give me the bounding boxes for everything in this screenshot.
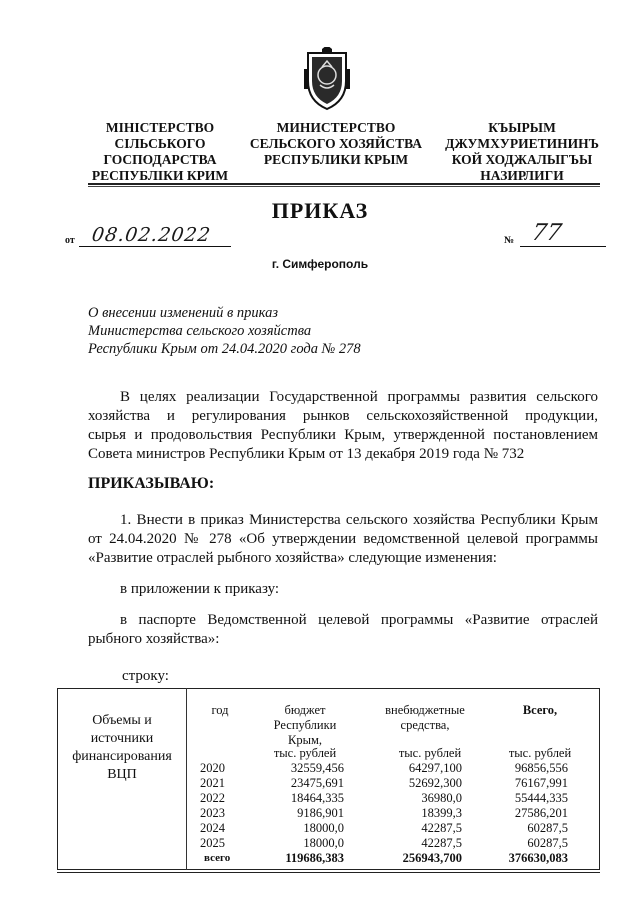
passport-paragraph (88, 611, 598, 649)
header-line: средства, (400, 718, 450, 732)
date-label: от (65, 235, 75, 246)
table-row (0, 776, 640, 791)
row-label-line: финансирования (72, 749, 172, 764)
handwritten-number: 77 (529, 220, 564, 246)
table-row (0, 761, 640, 776)
table-total-row (0, 851, 640, 866)
cell-total: 60287,5 (527, 821, 568, 835)
total-unit-label: тыс. рублей (508, 746, 572, 760)
row-paragraph: строку: (122, 668, 169, 684)
cell-budget: 23475,691 (290, 776, 344, 790)
cell-total: 60287,5 (527, 836, 568, 850)
row-label-line: Объемы и (92, 713, 152, 728)
cell-total: 27586,201 (514, 806, 568, 820)
cell-offbudget: 18399,3 (421, 806, 462, 820)
header-line: Крым, (287, 733, 323, 747)
coat-of-arms-icon (300, 47, 354, 111)
header-right-line: КЪЫРЫМ (488, 120, 556, 135)
budget-unit-label: тыс. рублей (273, 746, 337, 760)
header-line: бюджет (284, 703, 326, 717)
paragraph-line: В целях реализации Государственной программы развития сельского (120, 389, 598, 405)
cell-total: 76167,991 (514, 776, 568, 790)
appendix-paragraph: в приложении к приказу: (120, 581, 280, 597)
cell-year: 2024 (200, 821, 225, 835)
cell-year: 2020 (200, 761, 225, 775)
header-left-line: МІНІСТЕРСТВО (105, 120, 215, 135)
paragraph-line: «Развитие отраслей рыбного хозяйства» следующие изменения: (88, 550, 497, 566)
orders-heading: ПРИКАЗЫВАЮ: (88, 475, 215, 492)
cell-year: 2025 (200, 836, 225, 850)
cell-total: 55444,335 (514, 791, 568, 805)
header-right-line: КОЙ ХОДЖАЛЫГЪЫ (451, 152, 593, 167)
paragraph-line: в паспорте Ведомственной целевой программы «Развитие отраслей (120, 612, 598, 628)
cell-budget: 32559,456 (290, 761, 344, 775)
preamble-paragraph (88, 388, 598, 464)
cell-budget: 18000,0 (303, 836, 344, 850)
city-line: г. Симферополь (271, 257, 369, 271)
offbudget-unit-label: тыс. рублей (398, 746, 462, 760)
cell-offbudget: 52692,300 (408, 776, 462, 790)
paragraph-line: Совета министров Республики Крым от 13 декабря 2019 года № 732 (88, 446, 525, 462)
column-header-offbudget (370, 703, 480, 733)
item-one-paragraph (88, 511, 598, 568)
cell-year: 2022 (200, 791, 225, 805)
cell-offbudget: 36980,0 (421, 791, 462, 805)
paragraph-line: сырья и продовольствия Республики Крым, утвержденной постановлением (88, 427, 598, 443)
header-line: внебюджетные (385, 703, 465, 717)
cell-budget: 18464,335 (290, 791, 344, 805)
header-left-line: РЕСПУБЛІКИ КРИМ (91, 168, 229, 183)
header-right-line: ДЖУМХУРИЕТИНИНЪ (445, 136, 599, 151)
order-subject (88, 304, 361, 358)
subject-line: Республики Крым от 24.04.2020 года № 278 (88, 341, 361, 357)
number-underline (520, 246, 606, 247)
subject-line: О внесении изменений в приказ (88, 305, 279, 321)
cell-offbudget: 64297,100 (408, 761, 462, 775)
subject-line: Министерства сельского хозяйства (88, 323, 312, 339)
column-header-total: Всего, (522, 703, 558, 717)
cell-offbudget: 42287,5 (421, 836, 462, 850)
cell-year: всего (204, 852, 231, 864)
cell-budget: 9186,901 (297, 806, 344, 820)
header-left-line: ГОСПОДАРСТВА (103, 152, 217, 167)
header-divider-thin (88, 186, 600, 187)
header-middle-line: РЕСПУБЛИКИ КРЫМ (263, 152, 409, 167)
table-row (0, 836, 640, 851)
paragraph-line: 1. Внести в приказ Министерства сельского хозяйства Республики Крым (120, 512, 598, 528)
paragraph-line: рыбного хозяйства»: (88, 631, 220, 647)
handwritten-date: 08.02.2022 (90, 224, 213, 246)
cell-total: 376630,083 (508, 851, 568, 865)
header-right-line: НАЗИРЛИГИ (480, 168, 564, 183)
ministry-name-ukrainian (80, 120, 240, 184)
row-label-line: ВЦП (107, 767, 137, 782)
cell-year: 2021 (200, 776, 225, 790)
header-divider (88, 183, 600, 185)
header-line: Республики (273, 718, 337, 732)
paragraph-line: хозяйства и регулирования рынков сельскохозяйственной продукции, (88, 408, 598, 424)
table-bottom-rule (57, 872, 600, 873)
header-middle-line: МИНИСТЕРСТВО (276, 120, 396, 135)
cell-offbudget: 42287,5 (421, 821, 462, 835)
ministry-name-crimean-tatar (442, 120, 602, 184)
cell-year: 2023 (200, 806, 225, 820)
table-row (0, 806, 640, 821)
cell-total: 96856,556 (514, 761, 568, 775)
table-row (0, 821, 640, 836)
header-middle-line: СЕЛЬСКОГО ХОЗЯЙСТВА (249, 136, 423, 151)
table-row (0, 791, 640, 806)
column-header-budget (250, 703, 360, 748)
cell-budget: 119686,383 (285, 851, 344, 865)
paragraph-line: от 24.04.2020 № 278 «Об утверждении ведомственной целевой программы (88, 531, 598, 547)
header-left-line: СІЛЬСЬКОГО (114, 136, 206, 151)
date-underline (79, 246, 231, 247)
ministry-name-russian (246, 120, 426, 168)
document-title: ПРИКАЗ (271, 198, 369, 223)
row-label-line: источники (90, 731, 154, 746)
column-header-year: год (211, 703, 229, 717)
cell-budget: 18000,0 (303, 821, 344, 835)
cell-offbudget: 256943,700 (402, 851, 462, 865)
number-label: № (504, 235, 515, 246)
